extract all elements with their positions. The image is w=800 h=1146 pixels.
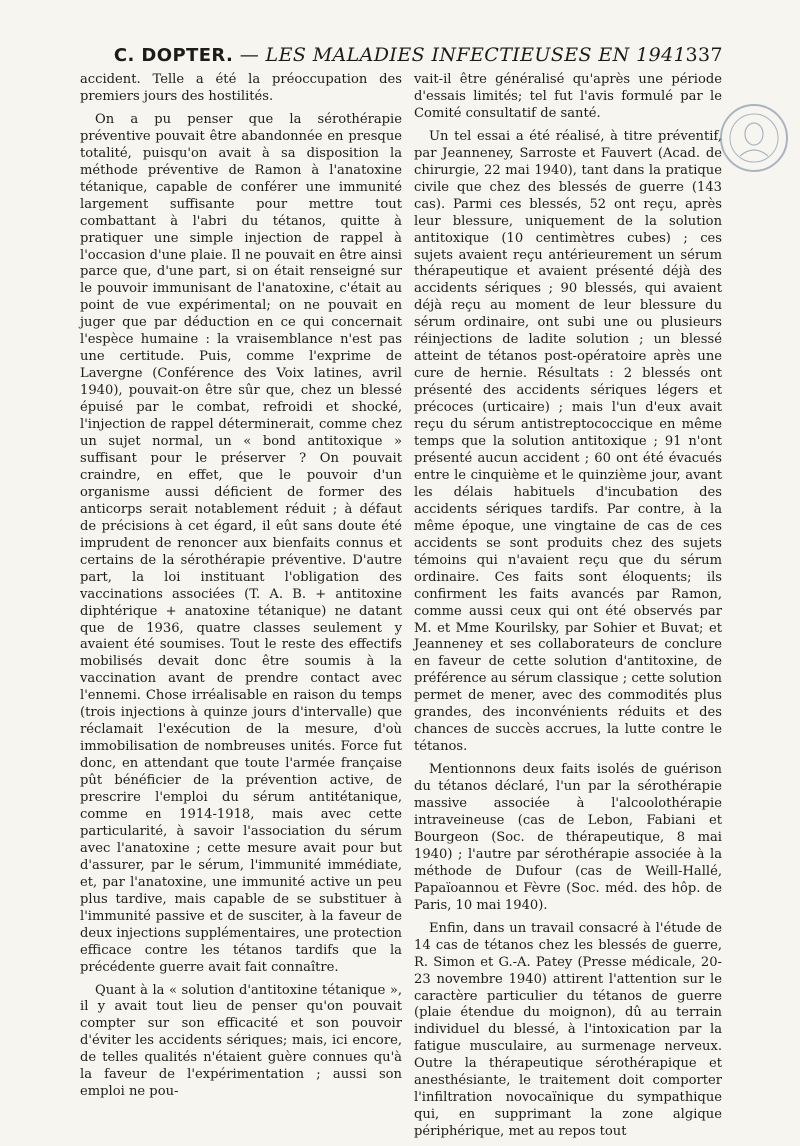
paragraph: Mentionnons deux faits isolés de guérison du tétanos déclaré, l'un par la sérothérapie massive associée à l'alcoolothérapie intraveineuse (cas de Lebon, Fabiani et Bourgeon (Soc. de thérapeutique, 8 mai 1940) ; l'autre par sérothérapie associée à la méthode de Dufour (cas de Weill-Hallé, Papaïoannou et Fèvre (Soc. méd. des hôp. de Paris, 10 mai 1940). [414,762,722,913]
paragraph: Enfin, dans un travail consacré à l'étude de 14 cas de tétanos chez les blessés de guerre, R. Simon et G.-A. Patey (Presse médicale, 20-23 novembre 1940) attirent l'attention sur le caractère particulier du tétanos de guerre (plaie étendue du moignon), dû au terrain individuel du blessé, à l'intoxication par la fatigue musculaire, au surmenage nerveux. Outre la thérapeutique sérothérapique et anesthésiante, le traitement doit comporter l'infiltration novocaïnique du sympathique qui, en supprimant la zone algique périphérique, met au repos tout [414,920,722,1140]
page-number: 337 [685,44,723,66]
left-column [80,72,402,1101]
paragraph: Quant à la « solution d'antitoxine tétanique », il y avait tout lieu de penser qu'on pouvait compter sur son efficacité et son pouvoir d'éviter les accidents sériques; mais, ici encore, de telles qualités n'étaient guère connues qu'à la faveur de l'expérimentation ; aussi son emploi ne pou- [80,982,402,1100]
paragraph: accident. Telle a été la préoccupation des premiers jours des hostilités. [80,72,402,104]
paragraph: Un tel essai a été réalisé, à titre préventif, par Jeanneney, Sarroste et Fauvert (Acad. de chirurgie, 22 mai 1940), tant dans la pratique civile que chez des blessés de guerre (143 cas). Parmi ces blessés, 52 ont reçu, après leur blessure, uniquement de la solution antitoxique (10 centimètres cubes) ; ces sujets avaient reçu antérieurement un sérum thérapeutique et avaient présenté déjà des accidents sériques ; 90 blessés, qui avaient déjà reçu au moment de leur blessure du sérum ordinaire, ont subi une ou plusieurs réinjections de ladite solution ; un blessé atteint de tétanos post-opératoire après une cure de hernie. Résultats : 2 blessés ont présenté des accidents sériques légers et précoces (urticaire) ; mais l'un d'eux avait reçu du sérum antistreptococcique en même temps que la solution antitoxique ; 91 n'ont présenté aucun accident ; 60 ont été évacués entre le cinquième et le quinzième jour, avant les délais habituels d'incubation des accidents sériques tardifs. Par contre, à la même époque, une vingtaine de cas de ces accidents se sont produits chez des sujets témoins qui n'avaient reçu que du sérum ordinaire. Ces faits sont éloquents; ils confirment les faits avancés par Ramon, comme aussi ceux qui ont été observés par M. et Mme Kourilsky, par Sohier et Buvat; et Jeanneney et ses collaborateurs de conclure en faveur de cette solution d'antitoxine, de préférence au sérum classique ; cette solution permet de mener, avec des commodités plus grandes, des inconvénients réduits et des chances de succès accrues, la lutte contre le tétanos. [414,128,722,755]
paragraph: vait-il être généralisé qu'après une période d'essais limités; tel fut l'avis formulé par le Comité consultatif de santé. [414,72,722,121]
right-column [414,72,722,1141]
running-header [80,44,723,66]
library-stamp-icon [716,100,792,176]
header-dash: — [233,44,266,66]
paragraph: On a pu penser que la sérothérapie préventive pouvait être abandonnée en presque totalité, puisqu'on avait à sa disposition la méthode préventive de Ramon à l'anatoxine tétanique, capable de conférer une immunité largement suffisante pour mettre tout combattant à l'abri du tétanos, quitte à pratiquer une simple injection de rappel à l'occasion d'une plaie. Il ne pouvait en être ainsi parce que, d'une part, si on était renseigné sur le pouvoir immunisant de l'anatoxine, c'était au point de vue expérimental; on ne pouvait en juger que par déduction en ce qui concernait l'espèce humaine : la vraisemblance n'est pas une certitude. Puis, comme l'exprime de Lavergne (Conférence des Voix latines, avril 1940), pouvait-on être sûr que, chez un blessé épuisé par le combat, refroidi et shocké, l'injection de rappel déterminerait, comme chez un sujet normal, un « bond antitoxique » suffisant pour le préserver ? On pouvait craindre, en effet, que le pouvoir d'un organisme aussi déficient de former des anticorps serait notablement réduit ; à défaut de précisions à cet égard, il eût sans doute été imprudent de renoncer aux bienfaits connus et certains de la sérothérapie préventive. D'autre part, la loi instituant l'obligation des vaccinations associées (T. A. B. + antitoxine diphtérique + anatoxine tétanique) ne datant que de 1936, quatre classes seulement y avaient été soumises. Tout le reste des effectifs mobilisés devait donc être soumis à la vaccination avant de prendre contact avec l'ennemi. Chose irréalisable en raison du temps (trois injections à quinze jours d'intervalle) que réclamait l'exécution de la mesure, d'où immobilisation de nombreuses unités. Force fut donc, en attendant que toute l'armée française pût bénéficier de la prévention active, de prescrire l'emploi du sérum antitétanique, comme en 1914-1918, mais avec cette particularité, à savoir l'association du sérum avec l'anatoxine ; cette mesure avait pour but d'assurer, par le sérum, l'immunité immédiate, et, par l'anatoxine, une immunité active un peu plus tardive, mais capable de se substituer à l'immunité passive et de susciter, à la faveur de deux injections supplémentaires, une protection efficace contre les tétanos tardifs que la précédente guerre avait fait connaître. [80,111,402,975]
header-title: LES MALADIES INFECTIEUSES EN 1941 [265,44,687,66]
header-author: C. DOPTER. [113,45,234,66]
